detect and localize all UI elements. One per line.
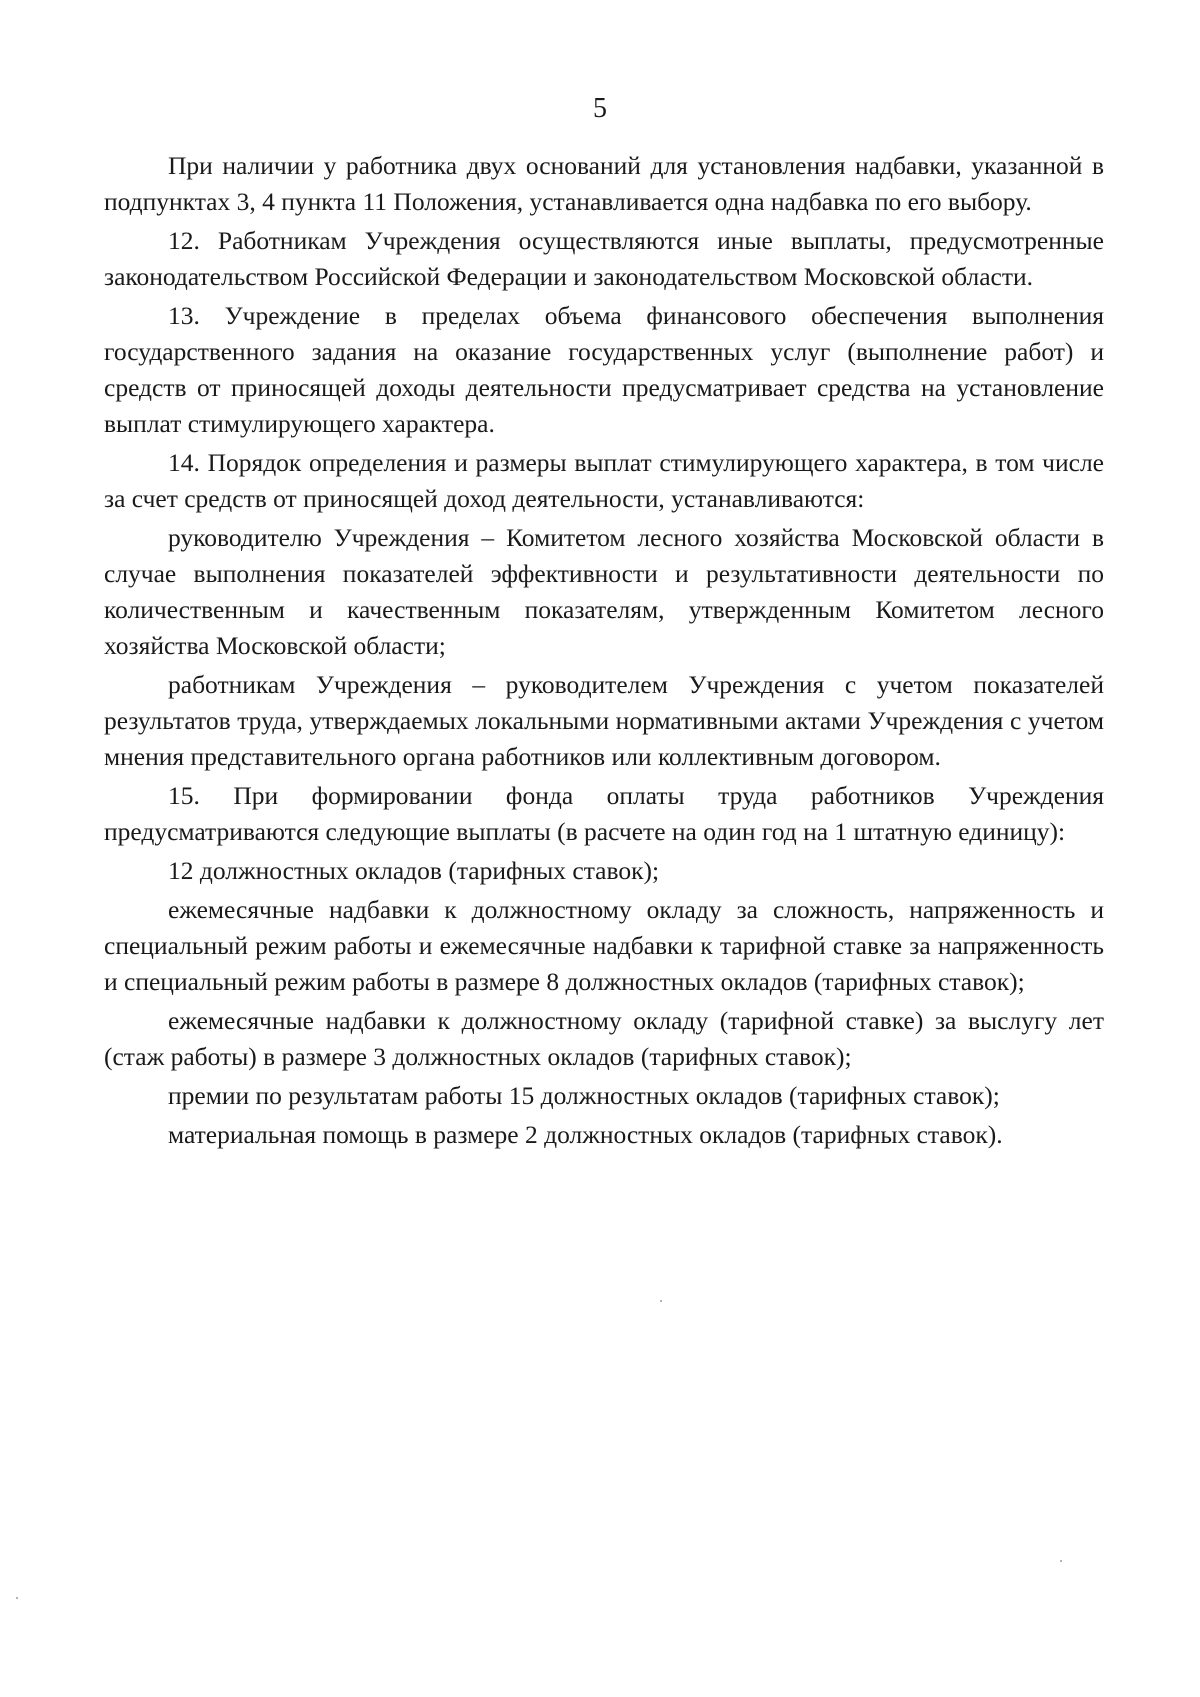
paragraph-director: руководителю Учреждения – Комитетом лесного хозяйства Московской области в случае выполнения показателей эффективности и результативности деятельности по количественным и качественным показателям, утвержденным Комитетом лесного хозяйства Московской области; <box>104 523 1104 660</box>
scan-speck <box>16 1597 18 1599</box>
paragraph-item-12: 12. Работникам Учреждения осуществляются иные выплаты, предусмотренные законодательством Российской Федерации и законодательством Московской области. <box>104 226 1104 291</box>
paragraph-complexity-bonus: ежемесячные надбавки к должностному окладу за сложность, напряженность и специальный режим работы и ежемесячные надбавки к тарифной ставке за напряженность и специальный режим работы в размере 8 должностных окладов (тарифных ставок); <box>104 895 1104 996</box>
document-body <box>104 148 1104 1156</box>
scan-speck <box>660 1300 662 1302</box>
paragraph-item-14: 14. Порядок определения и размеры выплат стимулирующего характера, в том числе за счет средств от приносящей доход деятельности, устанавливаются: <box>104 448 1104 513</box>
paragraph-salaries: 12 должностных окладов (тарифных ставок); <box>168 856 660 885</box>
paragraph-performance-bonus: премии по результатам работы 15 должностных окладов (тарифных ставок); <box>168 1081 1000 1110</box>
paragraph-item-15: 15. При формировании фонда оплаты труда работников Учреждения предусматриваются следующие выплаты (в расчете на один год на 1 штатную единицу): <box>104 781 1104 846</box>
paragraph-seniority-bonus: ежемесячные надбавки к должностному окладу (тарифной ставке) за выслугу лет (стаж работы) в размере 3 должностных окладов (тарифных ставок); <box>104 1006 1104 1071</box>
paragraph-item-13: 13. Учреждение в пределах объема финансового обеспечения выполнения государственного задания на оказание государственных услуг (выполнение работ) и средств от приносящей доходы деятельности предусматривает средства на установление выплат стимулирующего характера. <box>104 301 1104 438</box>
paragraph-two-grounds: При наличии у работника двух оснований для установления надбавки, указанной в подпунктах 3, 4 пункта 11 Положения, устанавливается одна надбавка по его выбору. <box>104 151 1104 216</box>
scan-speck <box>1060 1560 1062 1562</box>
paragraph-material-aid: материальная помощь в размере 2 должностных окладов (тарифных ставок). <box>168 1120 1003 1149</box>
page-number: 5 <box>593 93 607 124</box>
paragraph-employees: работникам Учреждения – руководителем Учреждения с учетом показателей результатов труда, утверждаемых локальными нормативными актами Учреждения с учетом мнения представительного органа работников или коллективным договором. <box>104 670 1104 771</box>
